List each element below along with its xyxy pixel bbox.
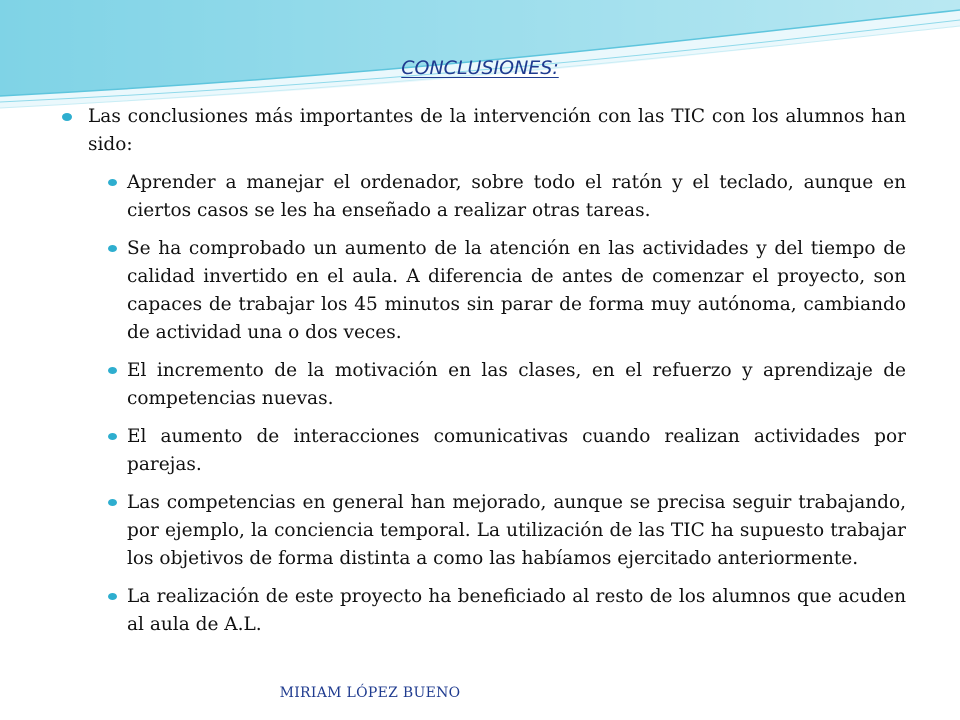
conclusion-text: El incremento de la motivación en las clases, en el refuerzo y aprendizaje de competencias nuevas. xyxy=(127,360,906,409)
conclusion-text: Aprender a manejar el ordenador, sobre todo el ratón y el teclado, aunque en ciertos casos se les ha enseñado a realizar otras tareas. xyxy=(127,172,906,221)
slide-content xyxy=(60,103,906,649)
bullet-dot-icon xyxy=(62,113,72,121)
footer-author: MIRIAM LÓPEZ BUENO xyxy=(279,685,461,701)
bullet-dot-icon xyxy=(108,245,117,252)
bullet-dot-icon xyxy=(108,433,117,440)
bullet-dot-icon xyxy=(108,593,117,600)
bullet-dot-icon xyxy=(108,179,117,186)
bullet-dot-icon xyxy=(108,367,117,374)
conclusion-item xyxy=(60,357,906,413)
slide-title: CONCLUSIONES: xyxy=(401,57,559,79)
header-wave-decoration xyxy=(0,0,960,110)
intro-paragraph xyxy=(60,103,906,159)
intro-text: Las conclusiones más importantes de la intervención con las TIC con los alumnos han sido: xyxy=(88,106,906,155)
conclusions-list xyxy=(60,169,906,639)
conclusion-item xyxy=(60,489,906,573)
conclusion-item xyxy=(60,423,906,479)
conclusion-item xyxy=(60,583,906,639)
conclusion-text: La realización de este proyecto ha beneficiado al resto de los alumnos que acuden al aula de A.L. xyxy=(127,586,906,635)
conclusion-item xyxy=(60,235,906,347)
conclusion-text: Se ha comprobado un aumento de la atención en las actividades y del tiempo de calidad invertido en el aula. A diferencia de antes de comenzar el proyecto, son capaces de trabajar los 45 minutos sin parar de forma muy autónoma, cambiando de actividad una o dos veces. xyxy=(127,238,906,343)
conclusion-text: Las competencias en general han mejorado, aunque se precisa seguir trabajando, por ejemplo, la conciencia temporal. La utilización de las TIC ha supuesto trabajar los objetivos de forma distinta a como las habíamos ejercitado anteriormente. xyxy=(127,492,906,569)
bullet-dot-icon xyxy=(108,499,117,506)
conclusion-text: El aumento de interacciones comunicativas cuando realizan actividades por parejas. xyxy=(127,426,906,475)
conclusion-item xyxy=(60,169,906,225)
